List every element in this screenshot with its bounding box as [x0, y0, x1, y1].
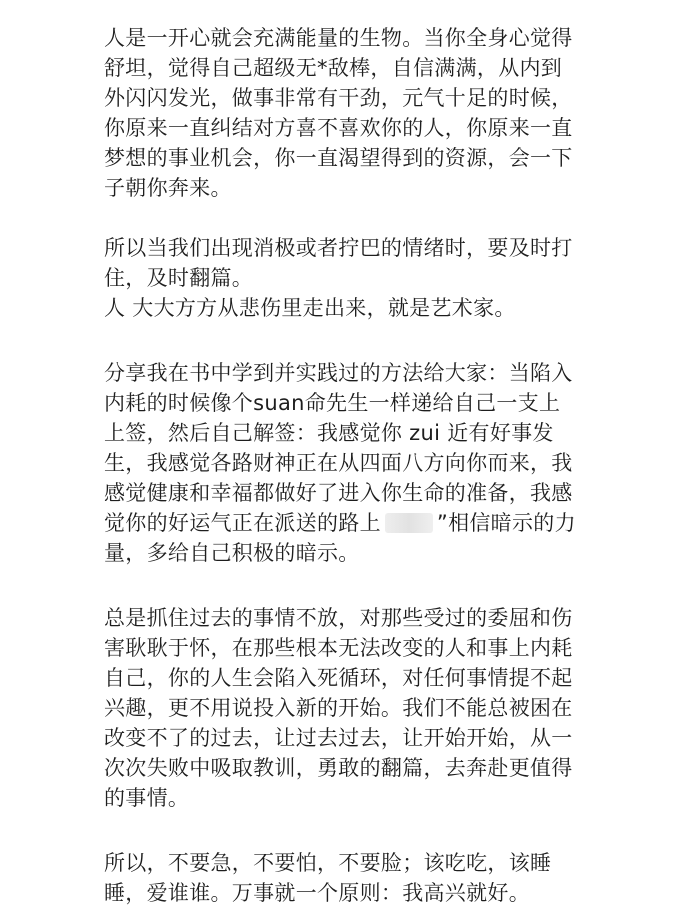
paragraph-4 [104, 603, 592, 813]
paragraph-3 [104, 358, 592, 568]
text-line: 害耿耿于怀，在那些根本无法改变的人和事上内耗 [104, 636, 573, 660]
text-line: 外闪闪发光，做事非常有干劲，元气十足的时候， [104, 86, 573, 110]
text-line: 人是一开心就会充满能量的生物。当你全身心觉得 [104, 26, 573, 50]
text-line: 你原来一直纠结对方喜不喜欢你的人，你原来一直 [104, 116, 573, 140]
text-line: 分享我在书中学到并实践过的方法给大家：当陷入 [104, 361, 573, 385]
text-line: 感觉健康和幸福都做好了进入你生命的准备，我感 [104, 481, 573, 505]
paragraph-2 [104, 233, 592, 323]
blurred-redaction [385, 513, 433, 533]
text-line: 内耗的时候像个suan命先生一样递给自己一支上 [104, 391, 561, 415]
text-line: 生，我感觉各路财神正在从四面八方向你而来，我 [104, 451, 573, 475]
text-line: 次次失败中吸取教训，勇敢的翻篇，去奔赴更值得 [104, 756, 573, 780]
text-line: 舒坦，觉得自己超级无*敌棒，自信满满，从内到 [104, 56, 563, 80]
text-line: 子朝你奔来。 [104, 176, 232, 200]
text-line: 睡，爱谁谁。万事就一个原则：我高兴就好。 [104, 881, 530, 905]
text-segment: 觉你的好运气正在派送的路上 [104, 511, 381, 535]
text-line: 的事情。 [104, 786, 190, 810]
paragraph-1 [104, 23, 592, 203]
text-line: 自己，你的人生会陷入死循环，对任何事情提不起 [104, 666, 573, 690]
text-line: 住，及时翻篇。 [104, 266, 254, 290]
text-line: 梦想的事业机会，你一直渴望得到的资源，会一下 [104, 146, 573, 170]
text-line: 兴趣，更不用说投入新的开始。我们不能总被困在 [104, 696, 573, 720]
paragraph-5 [104, 848, 592, 908]
text-line: 所以当我们出现消极或者拧巴的情绪时，要及时打 [104, 236, 573, 260]
text-line: 改变不了的过去，让过去过去，让开始开始，从一 [104, 726, 573, 750]
text-line [104, 508, 592, 538]
text-line: 量，多给自己积极的暗示。 [104, 541, 360, 565]
text-line: 所以，不要急，不要怕，不要脸；该吃吃，该睡 [104, 851, 552, 875]
text-line: 总是抓住过去的事情不放，对那些受过的委屈和伤 [104, 606, 573, 630]
text-segment: ”相信暗示的力 [436, 511, 576, 535]
text-line: 上签，然后自己解签：我感觉你 zui 近有好事发 [104, 421, 554, 445]
text-line: 人 大大方方从悲伤里走出来，就是艺术家。 [104, 296, 516, 320]
